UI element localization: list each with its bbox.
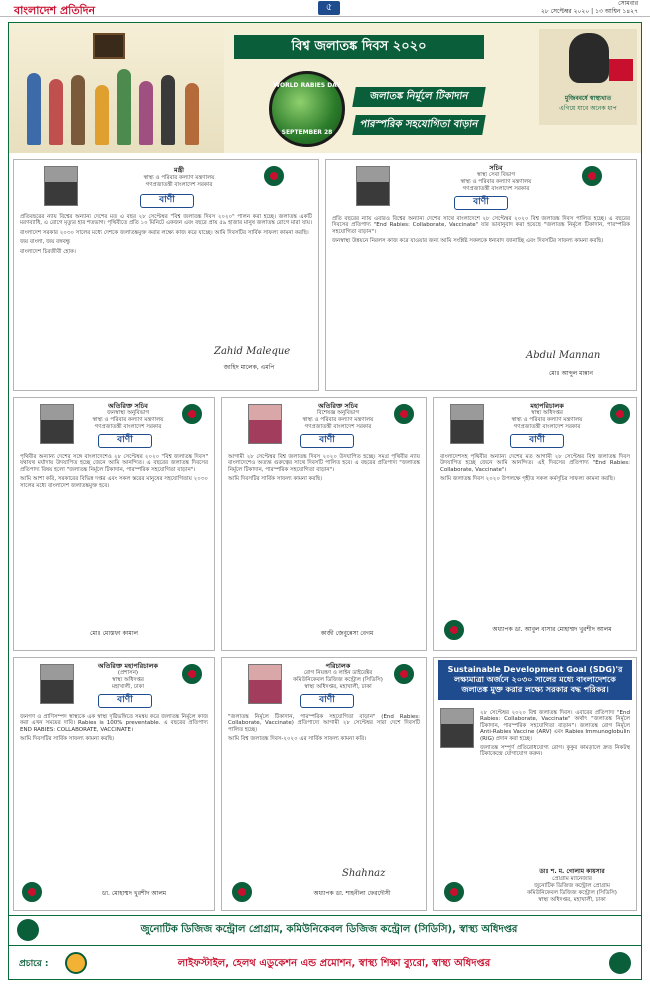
slogan-line-2: পারস্পরিক সহযোগিতা বাড়ান xyxy=(352,115,486,135)
signer-photo xyxy=(440,708,474,748)
person-figure xyxy=(71,75,85,145)
government-seal-icon xyxy=(264,166,284,186)
person-figure xyxy=(185,83,199,145)
message-minister xyxy=(13,159,319,391)
government-seal-icon xyxy=(182,664,202,684)
secretary-photo xyxy=(356,166,390,206)
division-name: স্বাস্থ্য সেবা বিভাগ xyxy=(476,172,516,178)
department-name: স্বাস্থ্য অধিদপ্তর xyxy=(531,410,563,416)
signer-role: অতিরিক্ত সচিব xyxy=(318,402,358,410)
dghs-logo-icon xyxy=(609,952,631,974)
message-paragraph: আমি দিবসটির সার্বিক সাফল্য কামনা করছি। xyxy=(20,736,115,743)
message-paragraph: আমি দিবসটির সার্বিক সাফল্য কামনা করছি। xyxy=(228,476,323,483)
message-additional-dg xyxy=(13,657,215,911)
signer-role: অতিরিক্ত মহাপরিচালক xyxy=(98,662,158,670)
cdc-logo-icon xyxy=(444,882,464,902)
message-heading: বাণী xyxy=(300,694,354,708)
signer-title: কমিউনিকেবল ডিজিজ কন্ট্রোল (সিডিসি) xyxy=(527,890,617,896)
message-paragraph: আমি আশা করি, সরকারের বিভিন্ন দপ্তর এবং সকল স্তরের মানুষের সহযোগিতায় ২০৩০ সালের মধ্যে বাংলাদেশ জলাতঙ্কমুক্ত হবে। xyxy=(20,476,208,489)
date-line: ২৮ সেপ্টেম্বর ২০২০ | ১৩ আশ্বিন ১৪২৭ xyxy=(540,8,638,15)
designation: রোগ নিয়ন্ত্রণ ও লাইন ডাইরেক্টর xyxy=(303,670,373,676)
signature: Zahid Maleque xyxy=(214,346,291,357)
message-body xyxy=(332,216,630,248)
person-figure xyxy=(117,69,131,145)
health-education-logo-icon xyxy=(65,952,87,974)
message-heading: বাণী xyxy=(454,196,508,210)
cdc-logo-icon xyxy=(232,882,252,902)
ministry-name: স্বাস্থ্য ও পরিবার কল্যাণ মন্ত্রণালয় xyxy=(511,417,583,423)
publisher-text: লাইফস্টাইল, হেলথ এডুকেশন এন্ড প্রমোশন, স্বাস্থ্য শিক্ষা ব্যুরো, স্বাস্থ্য অধিদপ্তর xyxy=(177,958,491,969)
message-closing: বাংলাদেশ চিরজীবী হোক। xyxy=(20,248,76,255)
message-body xyxy=(20,714,208,746)
banner xyxy=(9,23,641,153)
message-body xyxy=(480,710,630,761)
message-director-cdc xyxy=(221,657,427,911)
message-additional-secretary-2 xyxy=(221,397,427,651)
message-heading: বাণী xyxy=(300,434,354,448)
publisher-label: প্রচারে : xyxy=(19,959,49,969)
signer-role: মন্ত্রী xyxy=(174,166,184,174)
signer-name: কাজী জেবুন্নেসা বেগম xyxy=(320,630,374,637)
message-body xyxy=(20,214,312,258)
message-paragraph: পৃথিবীর অন্যান্য দেশের সঙ্গে বাংলাদেশেও ২৮ সেপ্টেম্বর ২০২০ "বিশ্ব জলাতঙ্ক দিবস" যথাযথ মর্যাদায় উদযাপিত হচ্ছে জেনে আমি আনন্দিত। এ বছরের জলাতঙ্ক দিবসের প্রতিপাদ্য বিষয় হলো "জলাতঙ্ক নির্মূলে টিকাদান, পারস্পরিক সহযোগিতা বাড়ান"। xyxy=(20,454,208,473)
mujib-badge-icon xyxy=(609,59,633,81)
country-name: গণপ্রজাতন্ত্রী বাংলাদেশ সরকার xyxy=(94,424,162,430)
signer-name: মোঃ আব্দুল মান্নান xyxy=(548,370,594,377)
signer-name: ডাঃ শ. ম. গোলাম কায়সার xyxy=(539,868,605,875)
program-name: কমিউনিকেবল ডিজিজ কন্ট্রোল (সিডিসি) xyxy=(293,677,383,683)
message-paragraph: আগামী ২৮ সেপ্টেম্বর বিশ্ব জলাতঙ্ক দিবস ২০২০ উদযাপিত হচ্ছে। সমগ্র পৃথিবীর ন্যায় বাংলাদেশেও অত্যন্ত গুরুত্বের সাথে দিবসটি পালিত হবে। এ বছরের প্রতিপাদ্য "জলাতঙ্ক নির্মূলে টিকাদান, পারস্পরিক সহযোগিতা বাড়ান"। xyxy=(228,454,420,473)
signer-photo xyxy=(450,404,484,444)
signer-photo xyxy=(40,404,74,444)
sdg-heading: Sustainable Development Goal (SDG)'র লক্ষ্যমাত্রা অর্জনে ২০৩০ সালের মধ্যে বাংলাদেশকে জলাতঙ্ক মুক্ত করার লক্ষ্যে সরকার বদ্ধ পরিকর। xyxy=(438,660,632,700)
person-figure xyxy=(161,75,175,145)
signer-title: প্রোগ্রাম ম্যানেজার xyxy=(552,876,592,882)
message-heading: বাণী xyxy=(140,194,194,208)
message-body xyxy=(228,454,420,486)
country-name: গণপ্রজাতন্ত্রী বাংলাদেশ সরকার xyxy=(304,424,372,430)
signer-name: অধ্যাপক ডা. শাহনীলা ফেরদৌসী xyxy=(313,890,391,897)
signer-photo xyxy=(248,664,282,704)
message-body xyxy=(20,454,208,492)
minister-photo xyxy=(44,166,78,206)
signer-name: জাহিদ মালেক, এমপি xyxy=(223,364,275,371)
signer-name: ডা. মোহাম্মদ খুরশীদ আলম xyxy=(101,890,167,897)
department-seal-icon xyxy=(444,620,464,640)
issue-date xyxy=(541,0,638,16)
world-rabies-day-globe-icon xyxy=(269,71,345,147)
division-name: জনস্বাস্থ্য অনুবিভাগ xyxy=(106,410,150,416)
masthead xyxy=(0,0,650,17)
message-director-general xyxy=(433,397,637,651)
message-secretary xyxy=(325,159,637,391)
signer-title: জুনোটিক ডিজিজ কন্ট্রোল প্রোগ্রাম xyxy=(534,883,610,889)
globe-top-text: WORLD RABIES DAY xyxy=(273,82,341,89)
banner-illustration xyxy=(9,23,224,153)
message-heading: বাণী xyxy=(98,434,152,448)
publisher-strip xyxy=(9,945,641,979)
message-program-manager xyxy=(433,657,637,911)
page-number: ৫ xyxy=(318,1,340,15)
message-paragraph: বাংলাদেশসহ পৃথিবীর অন্যান্য দেশের মত আগামী ২৮ সেপ্টেম্বর বিশ্ব জলাতঙ্ক দিবস উদযাপিত হচ্ছে জেনে আমি আনন্দিত। এই দিবসের প্রতিপাদ্য "End Rabies: Collaborate, Vaccinate"। xyxy=(440,454,630,473)
country-name: গণপ্রজাতন্ত্রী বাংলাদেশ সরকার xyxy=(145,182,213,188)
mujib-caption-2: এগিয়ে যাবে অনেক ধাপ xyxy=(559,105,617,112)
division-name: (প্রশাসন) xyxy=(117,670,139,676)
department-name: স্বাস্থ্য অধিদপ্তর xyxy=(112,677,144,683)
mujib-year-portrait xyxy=(539,29,637,125)
message-body xyxy=(440,454,630,486)
division-name: বিশেষজ্ঞ অনুবিভাগ xyxy=(316,410,360,416)
signer-name: অধ্যাপক ডা. আবুল বাসার মোহাম্মদ খুরশীদ আলম xyxy=(492,626,612,633)
signer-name: মোঃ মোস্তফা কামাল xyxy=(90,630,138,637)
person-figure xyxy=(49,79,63,145)
government-seal-icon xyxy=(394,664,414,684)
department-seal-icon xyxy=(22,882,42,902)
sponsor-strip xyxy=(9,915,641,943)
government-seal-icon xyxy=(182,404,202,424)
globe-bottom-text: SEPTEMBER 28 xyxy=(281,129,333,136)
message-paragraph: প্রতি বছরের ন্যায় এবারও বিশ্বের অন্যান্য দেশের সাথে বাংলাদেশে ২৮ সেপ্টেম্বর ২০২০ বিশ্ব জলাতঙ্ক দিবস পালিত হচ্ছে। এ বছরের দিবসের প্রতিপাদ্য "End Rabies: Collaborate, Vaccinate" যার ভাবানুবাদ করা হয়েছে "জলাতঙ্ক নির্মূলে টিকাদান, পারস্পরিক সহযোগিতা বাড়ান"। xyxy=(332,216,630,235)
ministry-name: স্বাস্থ্য ও পরিবার কল্যাণ মন্ত্রণালয় xyxy=(302,417,374,423)
person-figure xyxy=(95,85,109,145)
signer-role: পরিচালক xyxy=(325,662,351,670)
message-paragraph: প্রতিবছরের ন্যায় বিশ্বের অন্যান্য দেশের মত এ বছর ২৮ সেপ্টেম্বর "বিশ্ব জলাতঙ্ক দিবস ২০২০" পালন করা হচ্ছে। জলাতঙ্ক একটি মরণব্যাধি, এ রোগে মৃত্যুর হার শতভাগ। পৃথিবীতে প্রতি ১০ মিনিটে একজন এবং বছরে প্রায় ৫৯ হাজার মানুষ জলাতঙ্ক রোগে মারা যায়। xyxy=(20,214,312,227)
message-paragraph: আমি জলাতঙ্ক দিবস ২০২০ উপলক্ষে গৃহীত সকল কর্মসূচির সাফল্য কামনা করছি। xyxy=(440,476,615,483)
signer-role: মহাপরিচালক xyxy=(530,402,564,410)
location-name: স্বাস্থ্য অধিদপ্তর, মহাখালী, ঢাকা xyxy=(304,684,372,690)
government-seal-icon xyxy=(394,404,414,424)
banner-title: বিশ্ব জলাতঙ্ক দিবস ২০২০ xyxy=(234,35,484,59)
sponsor-text: জুনোটিক ডিজিজ কন্ট্রোল প্রোগ্রাম, কমিউনিকেবল ডিজিজ কন্ট্রোল (সিডিসি), স্বাস্থ্য অধিদপ্তর xyxy=(140,924,518,935)
message-paragraph: ২৮ সেপ্টেম্বর ২০২০ বিশ্ব জলাতঙ্ক দিবস। এবারের প্রতিপাদ্য "End Rabies: Collaborate, Vaccinate" অর্থাৎ "জলাতঙ্ক নির্মূলে টিকাদান, পারস্পরিক সহযোগিতা বাড়ান"। জলাতঙ্ক রোগ নির্মূলে Anti-Rabies Vaccine (ARV) এবং Rabies Immunoglobulin (RIG) প্রদান করা হচ্ছে। xyxy=(480,710,630,742)
government-seal-icon xyxy=(582,166,602,186)
message-heading: বাণী xyxy=(510,434,564,448)
slogan-line-1: জলাতঙ্ক নির্মূলে টিকাদান xyxy=(352,87,486,107)
newspaper-logo: বাংলাদেশ প্রতিদিন xyxy=(14,4,96,17)
location-name: মহাখালী, ঢাকা xyxy=(111,684,145,690)
signature: Abdul Mannan xyxy=(526,350,601,361)
message-body xyxy=(228,714,420,746)
signature: Shahnaz xyxy=(342,868,386,879)
ministry-name: স্বাস্থ্য ও পরিবার কল্যাণ মন্ত্রণালয় xyxy=(143,175,215,181)
portrait-icon xyxy=(569,33,609,83)
signer-photo xyxy=(40,664,74,704)
signer-title: স্বাস্থ্য অধিদপ্তর, মহাখালী, ঢাকা xyxy=(538,897,606,903)
ministry-name: স্বাস্থ্য ও পরিবার কল্যাণ মন্ত্রণালয় xyxy=(460,179,532,185)
message-additional-secretary-1 xyxy=(13,397,215,651)
chalkboard-icon xyxy=(93,33,125,59)
person-figure xyxy=(139,81,153,145)
country-name: গণপ্রজাতন্ত্রী বাংলাদেশ সরকার xyxy=(462,186,530,192)
message-paragraph: জলাতঙ্ক সম্পূর্ণ প্রতিরোধযোগ্য রোগ। কুকুর কামড়ালে দ্রুত নিকটস্থ টিকাকেন্দ্রে যোগাযোগ করুন। xyxy=(480,745,630,758)
message-paragraph: জনস্বাস্থ্য উন্নয়নে নিরলস কাজ করে যাওয়ার জন্য আমি সংশ্লিষ্ট সকলকে ধন্যবাদ জানাচ্ছি এবং দিবসটির সাফল্য কামনা করছি। xyxy=(332,238,604,245)
signer-photo xyxy=(248,404,282,444)
advertisement-frame xyxy=(8,22,642,980)
country-name: গণপ্রজাতন্ত্রী বাংলাদেশ সরকার xyxy=(513,424,581,430)
message-paragraph: "জলাতঙ্ক নির্মূলে টিকাদান, পারস্পরিক সহযোগিতা বাড়ান" (End Rabies: Collaborate, Vaccinate) প্রতিপাদ্যে আগামী ২৮ সেপ্টেম্বর সারা দেশে দিবসটি পালিত হচ্ছে। xyxy=(228,714,420,733)
weekday: সোমবার xyxy=(618,0,638,7)
message-paragraph: জনগণ ও প্রাণিসম্পদ স্বাস্থ্যকে এক স্বাস্থ্য দৃষ্টিভঙ্গিতে সমন্বয় করে জলাতঙ্ক নির্মূলে কাজ করা এখন সময়ের দাবি। Rabies is 100% preventable. এ বছরের প্রতিপাদ্য END RABIES: COLLABORATE, VACCINATE। xyxy=(20,714,208,733)
message-paragraph: আমি বিশ্ব জলাতঙ্ক দিবস-২০২০ এর সার্বিক সাফল্য কামনা করি। xyxy=(228,736,367,743)
mujib-caption-1: মুজিববর্ষে স্বাস্থ্যখাত xyxy=(564,95,612,102)
signer-role: সচিব xyxy=(489,164,503,172)
cdc-logo-icon xyxy=(17,919,39,941)
message-heading: বাণী xyxy=(98,694,152,708)
government-seal-icon xyxy=(610,404,630,424)
signer-role: অতিরিক্ত সচিব xyxy=(108,402,148,410)
person-figure xyxy=(27,73,41,145)
ministry-name: স্বাস্থ্য ও পরিবার কল্যাণ মন্ত্রণালয় xyxy=(92,417,164,423)
message-paragraph: বাংলাদেশ সরকার ২০৩০ সালের মধ্যে দেশকে জলাতঙ্কমুক্ত করার লক্ষ্যে কাজ করে যাচ্ছে। আমি দিবসটির সার্বিক সাফল্য কামনা করছি। xyxy=(20,229,309,236)
message-closing: জয় বাংলা, জয় বঙ্গবন্ধু xyxy=(20,239,71,246)
